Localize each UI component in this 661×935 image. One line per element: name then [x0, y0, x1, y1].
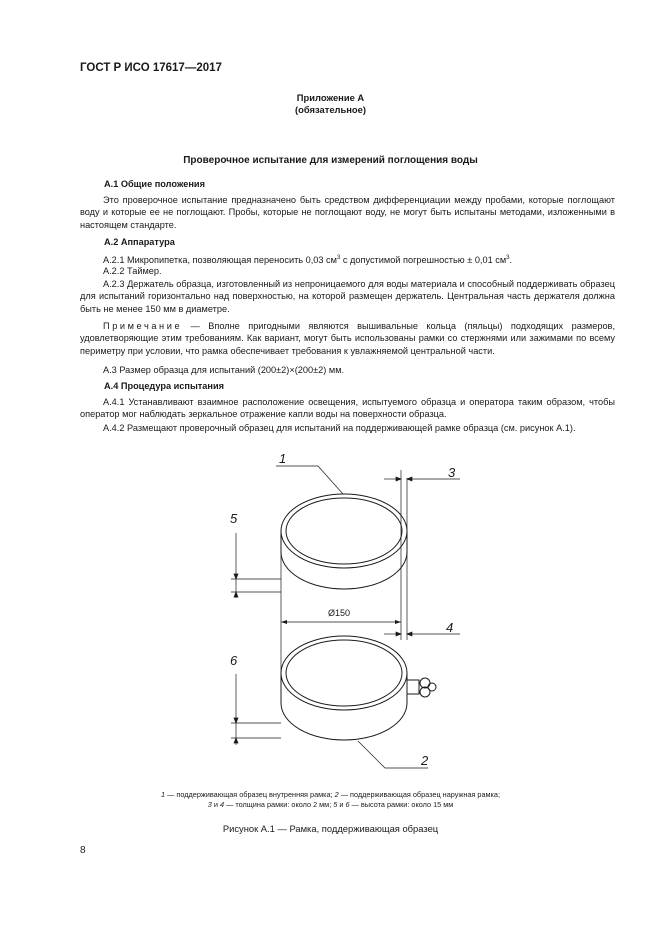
paragraph-a2-2: А.2.2 Таймер. [103, 266, 162, 276]
legend-line-2: 3 и 4 — толщина рамки: около 2 мм; 5 и 6 — высота рамки: около 15 мм [207, 800, 454, 809]
label-3: 3 [448, 465, 456, 480]
label-6: 6 [230, 653, 238, 668]
paragraph-a2-1: А.2.1 Микропипетка, позволяющая переносить 0,03 $см^3$ с допустимой погрешностью ± 0,01 $см^3$. [103, 255, 513, 266]
section-heading-a4: А.4 Процедура испытания [104, 381, 224, 391]
paragraph-a4-2: А.4.2 Размещают проверочный образец для испытаний на поддерживающей рамке образца (см. рисунок А.1). [103, 423, 576, 433]
paragraph-a4-1: А.4.1 Устанавливают взаимное расположение освещения, испытуемого образца и оператора таким образом, чтобы оператор мог наблюдать зеркальное отражение капли воды на поверхности образца. [80, 397, 615, 420]
label-5: 5 [230, 511, 238, 526]
document-code: ГОСТ Р ИСО 17617—2017 [80, 62, 222, 74]
note-paragraph: Примечание — Вполне пригодными являются вышивальные кольца (пяльцы) подходящих размеров, удовлетворяющие этим требованиям. Как вариант, могут быть использованы рамки со стержнями или зажимами по всему периметру при условии, что рамка обеспечивает требования к увлажняемой центральной части. [80, 321, 615, 356]
paragraph-a1: Это проверочное испытание предназначено быть средством дифференциации между пробами, которые поглощают воду и которые ее не поглощают. Пробы, которые не поглощают воду, не могут быть испытаны методами, изложенными в настоящем стандарте. [80, 195, 615, 230]
frame-drawing [0, 440, 661, 790]
lower-ring-outer-top [281, 636, 407, 710]
paragraph-a2-3: А.2.3 Держатель образца, изготовленный из непроницаемого для воды материала и способный поддерживать образец для испытаний горизонтально над поверхностью, на которой размещен держатель. Центральная часть держателя должна быть не менее 150 мм в диаметре. [80, 279, 615, 314]
figure-caption: Рисунок А.1 — Рамка, поддерживающая образец [222, 823, 439, 834]
note-label: Примечание [103, 321, 183, 331]
legend-line-1: 1 — поддерживающая образец внутренняя рамка; 2 — поддерживающая образец наружная рамка; [161, 790, 500, 799]
label-2: 2 [421, 753, 429, 768]
annex-title: Приложение А [296, 92, 365, 103]
lower-ring-inner-top [286, 640, 402, 706]
annex-subtitle: (обязательное) [295, 104, 366, 115]
diameter-label: Ø150 [328, 608, 351, 618]
label-1: 1 [279, 451, 287, 466]
page-number: 8 [80, 845, 86, 856]
paragraph-a3: А.3 Размер образца для испытаний (200±2)×(200±2) мм. [103, 365, 345, 375]
upper-ring-inner-top [286, 498, 402, 564]
label-4: 4 [446, 620, 454, 635]
section-heading-a1: А.1 Общие положения [104, 179, 205, 189]
annex-main-title: Проверочное испытание для измерений поглощения воды [183, 155, 478, 166]
upper-ring-outer-top [281, 494, 407, 568]
section-heading-a2: А.2 Аппаратура [104, 237, 175, 247]
